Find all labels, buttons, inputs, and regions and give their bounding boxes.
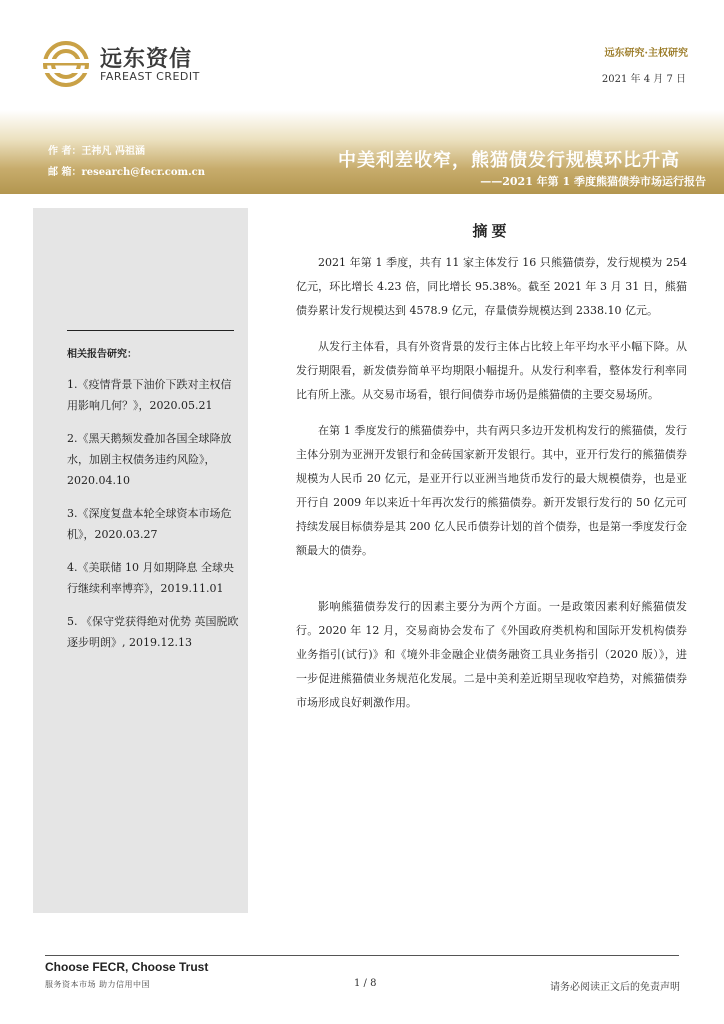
footer-divider bbox=[45, 955, 679, 956]
related-report-item[interactable]: 5. 《保守党获得绝对优势 英国脱欧逐步明朗》, 2019.12.13 bbox=[67, 615, 239, 649]
footer-subslogan: 服务资本市场 助力信用中国 bbox=[45, 980, 151, 989]
abstract-title: 摘要 bbox=[472, 222, 511, 240]
related-report-item[interactable]: 2.《黑天鹅频发叠加各国全球降放水，加剧主权债务违约风险》，2020.04.10 bbox=[67, 432, 232, 487]
abstract-paragraph: 影响熊猫债券发行的因素主要分为两个方面。一是政策因素利好熊猫债发行。2020 年 12 月，交易商协会发布了《外国政府类机构和国际开发机构债券业务指引(试行)》和《境外非金融企业债务融资工具业务指引（2020 版）》，进一步促进熊猫债业务规范化发展。二是中美利差近期呈现收窄趋势，对熊猫债券市场形成良好刺激作用。 bbox=[296, 600, 687, 709]
sidebar bbox=[33, 208, 248, 913]
fareast-credit-logo-icon bbox=[42, 40, 90, 88]
page-number: 1 / 8 bbox=[354, 978, 377, 989]
report-title: 中美利差收窄，熊猫债发行规模环比升高 bbox=[338, 150, 680, 171]
related-report-item[interactable]: 3.《深度复盘本轮全球资本市场危机》，2020.03.27 bbox=[67, 507, 232, 541]
report-type: 远东研究·主权研究 bbox=[604, 48, 688, 59]
report-subtitle: ——2021 年第 1 季度熊猫债券市场运行报告 bbox=[480, 175, 706, 188]
abstract-paragraph: 从发行主体看，具有外资背景的发行主体占比较上年平均水平小幅下降。从发行期限看，新发债券简单平均期限小幅提升。从发行利率看，整体发行利率同比有所上涨。从交易市场看，银行间债券市场仍是熊猫债的主要交易场所。 bbox=[296, 340, 687, 401]
author-line: 作 者：王祎凡 冯祖涵 bbox=[48, 146, 145, 157]
abstract-paragraph: 2021 年第 1 季度，共有 11 家主体发行 16 只熊猫债券，发行规模为 254 亿元，环比增长 4.23 倍，同比增长 95.38%。截至 2021 年 3 月 31 日，熊猫债券累计发行规模达到 4578.9 亿元，存量债券规模达到 2338.10 亿元。 bbox=[296, 256, 687, 317]
brand-name-en: FAREAST CREDIT bbox=[100, 70, 200, 83]
sidebar-divider bbox=[67, 330, 234, 331]
footer-slogan: Choose FECR, Choose Trust bbox=[45, 960, 209, 974]
related-report-item[interactable]: 1.《疫情背景下油价下跌对主权信用影响几何？》，2020.05.21 bbox=[67, 378, 232, 412]
abstract-paragraph: 在第 1 季度发行的熊猫债券中，共有两只多边开发机构发行的熊猫债，发行主体分别为亚洲开发银行和金砖国家新开发银行。其中，亚开行发行的熊猫债券规模为人民币 20 亿元，是亚开行以亚洲当地货币发行的最大规模债券，也是亚开行自 2009 年以来近十年再次发行的熊猫债券。新开发银行发行的 50 亿元可持续发展目标债券是其 200 亿人民币债券计划的首个债券，也是第一季度发行金额最大的债券。 bbox=[296, 424, 687, 557]
abstract-section bbox=[296, 220, 687, 727]
related-reports-list bbox=[67, 374, 239, 665]
email-line: 邮 箱：research@fecr.com.cn bbox=[48, 167, 205, 178]
related-reports-heading: 相关报告研究： bbox=[67, 349, 137, 360]
disclaimer: 请务必阅读正文后的免责声明 bbox=[550, 982, 680, 993]
report-date: 2021 年 4 月 7 日 bbox=[601, 74, 686, 85]
related-report-item[interactable]: 4.《美联储 10 月如期降息 全球央行继续利率博弈》，2019.11.01 bbox=[67, 561, 234, 595]
brand-name-cn: 远东资信 bbox=[100, 47, 193, 72]
